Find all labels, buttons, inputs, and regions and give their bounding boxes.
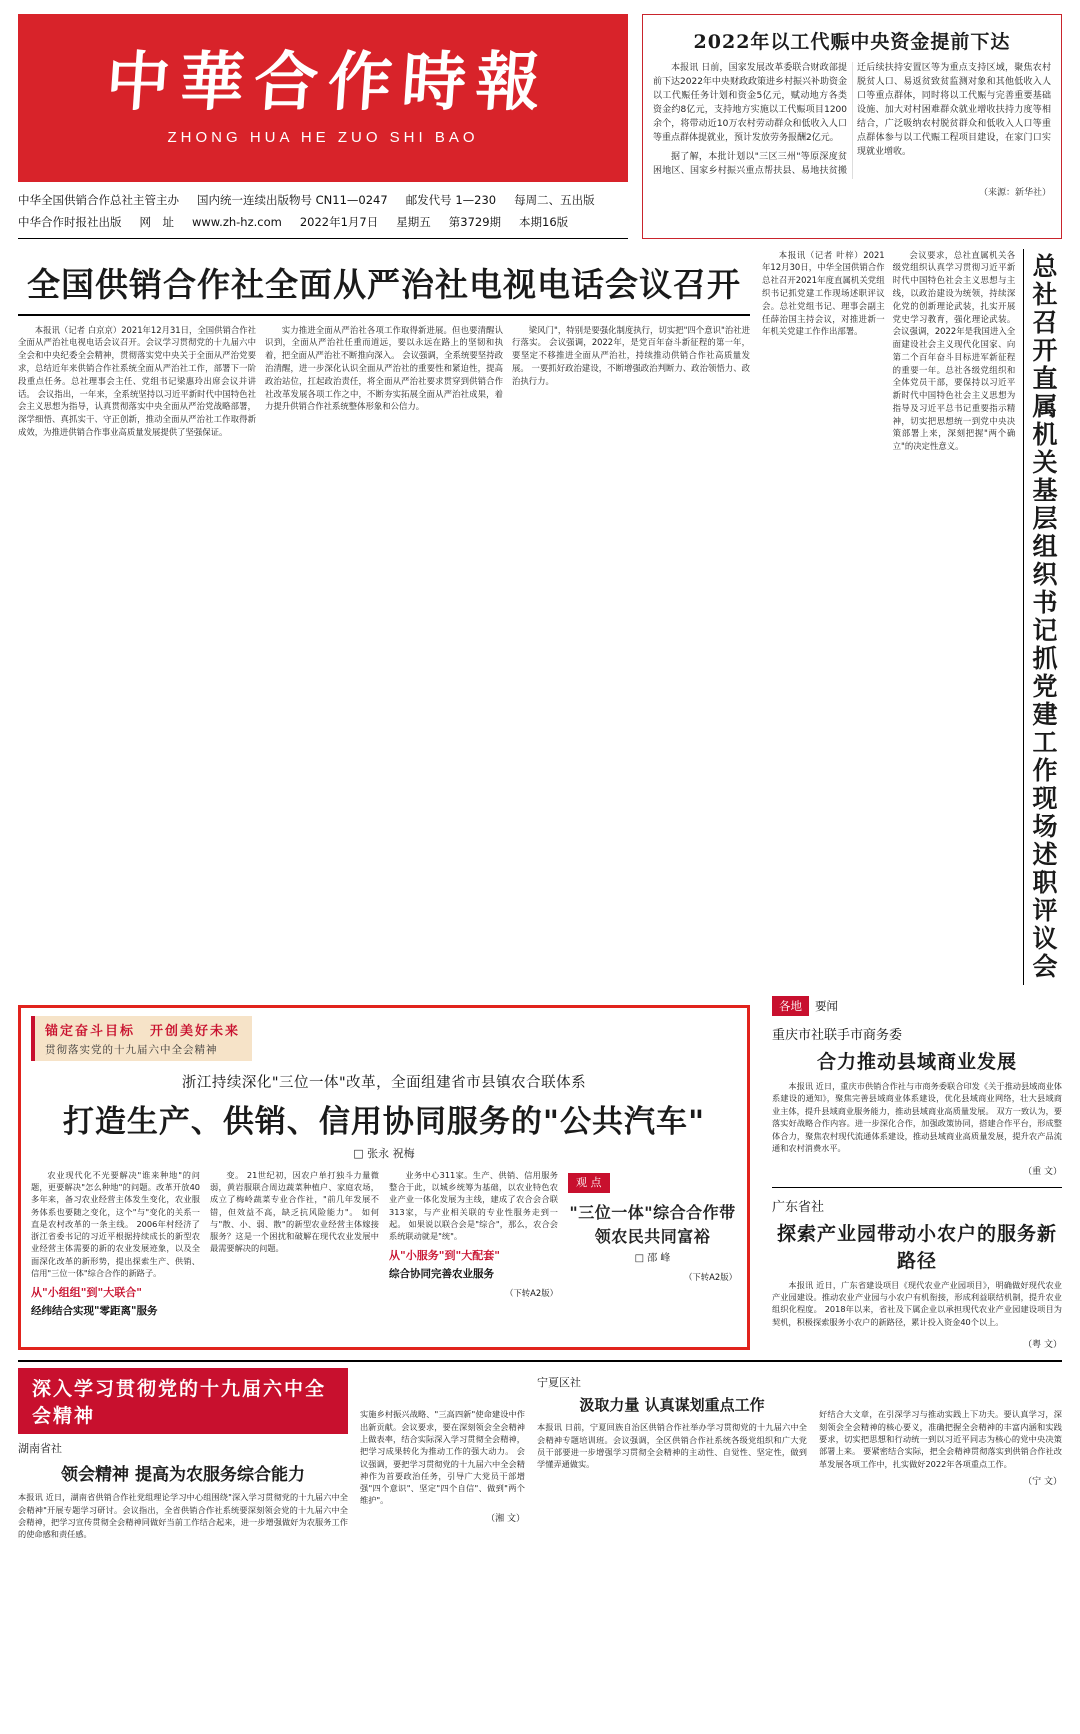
masthead-left — [18, 14, 628, 239]
meta-issn: 国内统一连续出版物号 CN11—0247 — [197, 193, 388, 207]
feature-subhead-2: 综合协同完善农业服务 — [389, 1267, 494, 1280]
local-article-2-body — [772, 1279, 1062, 1334]
local-section-divider — [772, 1187, 1062, 1188]
bottom-article-3-title: 汲取力量 认真谋划重点工作 — [579, 1396, 765, 1415]
bottom-article-2-source: （湘 文） — [486, 1513, 525, 1524]
feature-col-3-text: 业务中心311家。生产、供销、信用服务整合于此，以城乡统筹为基础，以农业特色农业产业一体化发展为主线，建成了农合会合联313家，与产业相关联的专业性服务走到一起。 如果说以联合会是"综合"，那么，农合会系统联动就是"统"。 — [389, 1169, 558, 1242]
lead-col-3-text: 梁风门"，特别是要强化制度执行，切实把"四个意识"治社进行落实。 会议强调，2022年，是党百年奋斗新征程的第一年，要坚定不移推进全面从严治社，持续推动供销合作社高质量发展。 一要抓好政治建设，不断增强政治判断力、政治领悟力、政治执行力。 — [512, 324, 750, 386]
bottom-col-2 — [360, 1368, 525, 1540]
meta-sponsor: 中华全国供销合作总社主管主办 — [18, 193, 179, 207]
lead-article-headline: 全国供销合作社全面从严治社电视电话会议召开 — [18, 249, 750, 316]
feature-row — [18, 995, 1062, 1351]
lead-col-3 — [512, 324, 750, 444]
meta-date: 2022年1月7日 — [299, 214, 379, 229]
vertical-article-columns — [762, 249, 1015, 985]
feature-campaign-banner — [31, 1016, 252, 1061]
local-article-1-columns — [772, 1080, 1062, 1160]
lead-article-columns — [18, 324, 750, 444]
feature-banner-line1: 锚定奋斗目标 开创美好未来 — [45, 1023, 241, 1039]
feature-kicker: 浙江持续深化"三位一体"改革，全面组建省市县镇农合联体系 — [181, 1074, 587, 1091]
feature-col-4 — [568, 1169, 737, 1324]
local-article-1-source: （重 文） — [1023, 1166, 1062, 1177]
top-right-article-p1: 本报讯 日前，国家发展改革委联合财政部提前下达2022年中央财政政策进乡村振兴补助资金以工代赈任务计划和资金5亿元，赋动地方各类资金约8亿元，支持地方实施以工代赈项目1200余个，将带动近10万农村劳动群众和低收入人口等重点群体提就业，预计发放劳务报酬2亿元。 — [653, 63, 847, 143]
meta-pages: 本期16版 — [519, 214, 569, 229]
bottom-col-1 — [18, 1368, 348, 1540]
newspaper-logo — [18, 14, 628, 182]
top-right-article — [642, 14, 1062, 239]
top-right-article-title: 2022年以工代赈中央资金提前下达 — [693, 31, 1011, 53]
top-right-article-source: （来源：新华社） — [978, 187, 1051, 198]
feature-banner-line2: 贯彻落实党的十九届六中全会精神 — [45, 1043, 218, 1056]
meta-publisher: 中华合作时报社出版 — [18, 214, 122, 229]
meta-issue: 第3729期 — [448, 214, 502, 229]
vertical-article — [762, 249, 1062, 985]
headline-band — [18, 249, 1062, 985]
bottom-article-3-text: 本报讯 日前，宁夏回族自治区供销合作社举办学习贯彻党的十九届六中全会精神专题培训班。会议强调，全区供销合作社系统各级党组织和广大党员干部要进一步增强学习贯彻全会精神的主动性、自觉性、坚定性，做到学懂弄通做实。 — [537, 1422, 807, 1470]
bottom-article-1-kicker: 湖南省社 — [18, 1442, 62, 1456]
feature-col-1-text: 农业现代化不光要解决"谁来种地"的问题，更要解决"怎么种地"的问题。改革开放40多年来，备习农业经营主体发生变化，农业服务体系也要随之变化，这个"与"变化的关系一直是农村改革的一条主线。 2006年村经济了浙江省委书记的习近平根据持续成长的新型农业经营主体需要的新的农业发展迹象，以及全面深化改革的新形势，提出探索生产、供销、信用"三位一体"综合合作的新路子。 — [31, 1169, 200, 1279]
lead-col-1-text: 本报讯（记者 白京京）2021年12月31日，全国供销合作社全面从严治社电视电话会议召开。会议学习贯彻党的十九届六中全会和中央纪委全会精神，贯彻落实党中央关于全面从严治党要求，总结近年来供销合作社系统全面从严治社工作，部署下一阶段重点任务。总社理事会主任、党组书记梁惠玲出席会议并讲话。 会议指出，一年来，全系统坚持以习近平新时代中国特色社会主义思想为指导，认真贯彻落实中央全面从严治党战略部署，深学细悟、真抓实干、守正创新，推动全面从严治社工作取得新成效，为推进供销合作事业高质量发展提供了坚强保证。 — [18, 324, 256, 437]
masthead-divider — [18, 238, 628, 239]
local-article-1-body — [772, 1080, 1062, 1160]
bottom-col-3 — [537, 1368, 807, 1540]
feature-col-2-text: 变。 21世纪初，因农户单打独斗力量微弱，黄岩服联合周边蔬菜种植户、家庭农场，成立了梅岭蔬菜专业合作社，"前几年发展不错，但效益不高，缺乏抗风险能力"。 如何与"散、小、弱、散"的新型农业经营主体嫁接服务？这是一个困扰和破解在现代农业发展中最需要解决的问题。 — [210, 1169, 379, 1254]
feature-subhead-1-red: 从"小组组"到"大联合" — [31, 1286, 142, 1300]
bottom-banner: 深入学习贯彻党的十九届六中全会精神 — [18, 1368, 348, 1434]
feature-col-3 — [389, 1169, 558, 1324]
feature-article — [18, 1005, 750, 1351]
meta-web-url[interactable]: www.zh-hz.com — [192, 214, 282, 229]
local-article-2-kicker: 广东省社 — [772, 1199, 825, 1215]
meta-web-label: 网 址 — [139, 214, 174, 229]
vertical-col-1 — [762, 249, 885, 985]
bottom-article-4-source: （宁 文） — [1023, 1476, 1062, 1487]
vertical-col-1-text: 本报讯（记者 叶梓）2021年12月30日，中华全国供销合作总社召开2021年度直属机关党组织书记抓党建工作现场述职评议会。总社党组书记、理事会副主任薛治国主持会议，对推进新一年机关党建工作作出部署。 — [762, 249, 885, 337]
local-article-1-title: 合力推动县域商业发展 — [816, 1050, 1017, 1073]
top-right-article-body — [653, 62, 1051, 179]
local-article-2-title: 探索产业园带动小农户的服务新路径 — [776, 1222, 1057, 1272]
bottom-col-4 — [819, 1368, 1062, 1540]
bottom-article-1-title: 领会精神 提高为农服务综合能力 — [61, 1465, 305, 1486]
meta-weekday: 星期五 — [396, 214, 431, 229]
bottom-article-4-text: 好结合大文章，在引深学习与推动实践上下功夫。要认真学习，深刻领会全会精神的核心要义，准确把握全会精神的丰富内涵和实践要求，切实把思想和行动统一到以习近平同志为核心的党中央决策部署上来。 要紧密结合实际，把全会精神贯彻落实到供销合作社改革发展各项工作中，扎实做好2022年各项重点工作。 — [819, 1409, 1062, 1469]
feature-title: 打造生产、供销、信用协同服务的"公共汽车" — [62, 1103, 706, 1140]
lead-col-2-text: 实力推进全面从严治社各项工作取得新进展。但也要清醒认识到，全面从严治社任重而道远，要以永远在路上的坚韧和执着，把全面从严治社不断推向深入。 会议强调，全系统要坚持政治清醒，进一步深化认识全面从严治社的重要性和紧迫性，提高政治站位，扛起政治责任，将全面从严治社要求贯穿到供销合作社改革发展各项工作之中，不断夯实拓展全面从严治社成果，着力提升供销合作社系统整体形象和公信力。 — [265, 324, 503, 412]
feature-continuation-2[interactable]: （下转A2版） — [684, 1272, 737, 1283]
feature-col-2 — [210, 1169, 379, 1324]
local-news-section — [762, 995, 1062, 1351]
opinion-title: "三位一体"综合合作带领农民共同富裕 — [569, 1203, 736, 1247]
feature-subhead-2-red: 从"小服务"到"大配套" — [389, 1249, 500, 1263]
feature-byline: □ 张永 祝梅 — [353, 1146, 415, 1160]
opinion-tag: 观 点 — [568, 1173, 610, 1194]
vertical-col-2 — [893, 249, 1016, 985]
newspaper-title: 中華合作時報 — [103, 44, 553, 120]
masthead-meta — [18, 182, 628, 239]
meta-postcode: 邮发代号 1—230 — [405, 193, 497, 207]
local-article-1-kicker: 重庆市社联手市商务委 — [772, 1027, 903, 1043]
bottom-article-2-text: 实施乡村振兴战略、"三高四新"使命建设中作出新贡献。会议要求，要在深刻领会全会精神上做表率，结合实际深入学习贯彻全会精神，把学习成果转化为推动工作的强大动力。 会议强调，要把学习贯彻党的十九届六中全会精神作为首要政治任务，引导广大党员干部增强"四个意识"、坚定"四个自信"、做到"两个维护"。 — [360, 1409, 525, 1506]
lead-article — [18, 249, 750, 985]
bottom-article-1-text: 本报讯 近日，湖南省供销合作社党组理论学习中心组围绕"深入学习贯彻党的十九届六中全会精神"开展专题学习研讨。会议指出，全省供销合作社系统要深刻领会党的十九届六中全会精神，把学习宣传贯彻全会精神同做好当前工作结合起来，进一步增强做好为农服务工作的使命感和责任感。 — [18, 1492, 348, 1540]
feature-col-1 — [31, 1169, 200, 1324]
section-label-text: 要闻 — [815, 998, 838, 1013]
lead-col-1 — [18, 324, 256, 444]
section-label-badge: 各地 — [772, 996, 809, 1016]
bottom-article-3-kicker: 宁夏区社 — [537, 1376, 581, 1390]
lead-col-2 — [265, 324, 503, 444]
newspaper-pinyin: ZHONG HUA HE ZUO SHI BAO — [167, 128, 479, 146]
opinion-byline: □ 邵 峰 — [634, 1253, 671, 1265]
local-article-1-text: 本报讯 近日，重庆市供销合作社与市商务委联合印发《关于推动县域商业体系建设的通知》，聚焦完善县域商业体系建设，优化县域商业网络，壮大县域商业主体，提升县域商业服务能力，推动县域商业高质量发展。 双方一致认为，要落实好战略合作内容。进一步深化合作，加强政策协同，搭建合作平台，形成整体合力，聚焦农村现代流通体系建设，推动县域商业高质量发展，提升农产品流通和农村消费水平。 — [772, 1080, 1062, 1154]
vertical-article-title: 总社召开直属机关基层组织书记抓党建工作现场述职评议会 — [1023, 249, 1062, 985]
local-article-2-source: （粤 文） — [1023, 1340, 1062, 1351]
vertical-col-2-text: 会议要求，总社直属机关各级党组织认真学习贯彻习近平新时代中国特色社会主义思想与主线，以政治建设为统领，持续深化党的创新理论武装，扎实开展党史学习教育，强化理论武装。 会议强调，2022年是我国进入全面建设社会主义现代化国家、向第二个百年奋斗目标进军新征程的重要一年。总社各级党组织和全体党员干部，要保持以习近平新时代中国特色社会主义思想为指导及习近平总书记重要指示精神，切实把思想统一到党中央决策部署上来，深刻把握"两个确立"的决定性意义。 — [892, 249, 1016, 452]
feature-columns — [31, 1169, 737, 1324]
bottom-section — [18, 1360, 1062, 1540]
feature-subhead-1: 经纬结合实现"零距离"服务 — [31, 1304, 158, 1317]
feature-continuation-1[interactable]: （下转A2版） — [505, 1287, 558, 1298]
masthead — [18, 14, 1062, 239]
top-right-article-p2: 据了解，本批计划以"三区三州"等原深度贫困地区、国家乡村振兴重点帮扶县、易地扶贫搬迁后续扶持安置区等为重点支持区域，聚焦农村脱贫人口、易返贫致贫监测对象和其他低收入人口等重点群体，同时将以工代赈与完善重要基础设施、加大对村困难群众就业增收扶持力度等相结合，广泛吸纳农村脱贫群众和低收入人口等重点群体参与以工代赈工程项目建设，在家门口实现就业增收。 — [653, 63, 1051, 176]
local-article-2-columns — [772, 1279, 1062, 1334]
meta-frequency: 每周二、五出版 — [514, 193, 595, 207]
local-article-2-text: 本报讯 近日，广东省建设项目《现代农业产业园项目》，明确做好现代农业产业园建设。推动农业产业园与小农户有机衔接，形成利益联结机制，提升农业组织化程度。 2018年以来，省社及下属企业以承担现代农业产业园建设项目为契机，积极探索服务小农户的新路径，累计投入资金40个以上。 — [772, 1279, 1062, 1327]
